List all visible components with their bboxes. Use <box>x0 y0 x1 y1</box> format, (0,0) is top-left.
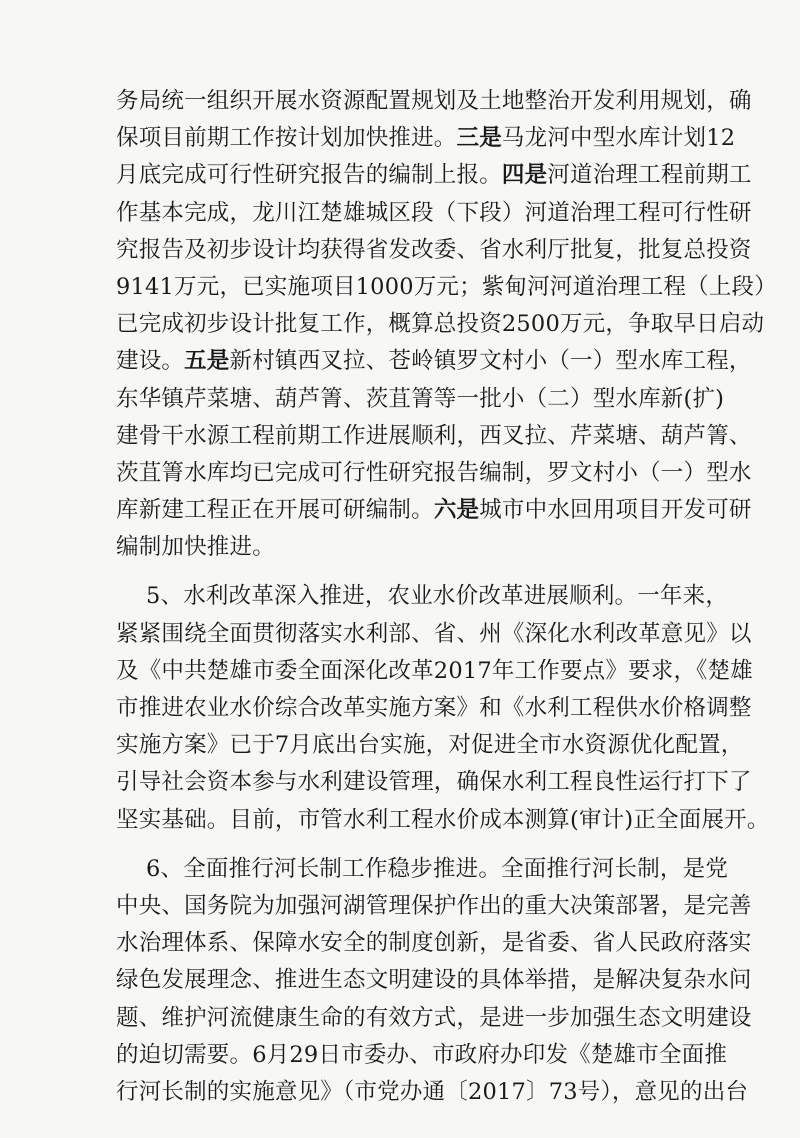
text-line: 9141万元，已实施项目1000万元；紫甸河河道治理工程（上段） <box>116 273 777 300</box>
paragraph-gap <box>116 839 688 851</box>
text-line: 库新建工程正在开展可研编制。六是城市中水回用项目开发可研 <box>116 497 752 524</box>
text-line: 题、维护河流健康生命的有效方式，是进一步加强生态文明建设 <box>116 1004 752 1031</box>
text-line: 市推进农业水价综合改革实施方案》和《水利工程供水价格调整 <box>116 695 752 721</box>
text-line: 坚实基础。目前，市管水利工程水价成本测算(审计)正全面展开。 <box>116 806 770 833</box>
paragraph-gap <box>116 566 688 578</box>
emphasis-marker: 六是 <box>433 497 480 524</box>
emphasis-marker: 三是 <box>456 125 502 152</box>
paragraph-5 <box>116 578 770 838</box>
text-line: 5、水利改革深入推进，农业水价改革进展顺利。一年来， <box>146 583 729 610</box>
text-line: 绿色发展理念、推进生态文明建设的具体举措，是解决复杂水问 <box>116 967 752 994</box>
text-line: 紧紧围绕全面贯彻落实水利部、省、州《深化水利改革意见》以 <box>116 620 752 647</box>
text-line: 水治理体系、保障水安全的制度创新，是省委、省人民政府落实 <box>116 930 752 957</box>
emphasis-marker: 四是 <box>501 162 548 189</box>
text-line: 行河长制的实施意见》（市党办通〔2017〕73号），意见的出台 <box>116 1078 749 1105</box>
text-line: 建骨干水源工程前期工作进展顺利，西叉拉、芹菜塘、葫芦箐、 <box>116 422 752 449</box>
paragraph-6 <box>116 851 752 1111</box>
text-line: 保项目前期工作按计划加快推进。三是马龙河中型水库计划12 <box>116 125 736 152</box>
text-line: 引导社会资本参与水利建设管理，确保水利工程良性运行打下了 <box>116 769 752 796</box>
text-line: 及《中共楚雄市委全面深化改革2017年工作要点》要求，《楚雄 <box>116 657 754 684</box>
text-line: 月底完成可行性研究报告的编制上报。四是河道治理工程前期工 <box>116 162 752 189</box>
text-line: 已完成初步设计批复工作，概算总投资2500万元，争取早日启动 <box>116 311 765 338</box>
text-line: 6、全面推行河长制工作稳步推进。全面推行河长制，是党 <box>146 855 729 882</box>
text-line: 建设。五是新村镇西叉拉、苍岭镇罗文村小（一）型水库工程， <box>116 348 752 375</box>
paragraph-block-1 <box>116 83 777 566</box>
text-line: 究报告及初步设计均获得省发改委、省水利厅批复，批复总投资 <box>116 236 752 263</box>
text-line: 编制加快推进。 <box>116 534 275 561</box>
text-line: 东华镇芹菜塘、葫芦箐、茨苴箐等一批小（二）型水库新(扩) <box>116 385 725 412</box>
text-line: 实施方案》已于7月底出台实施，对促进全市水资源优化配置， <box>116 732 744 759</box>
text-line: 茨苴箐水库均已完成可行性研究报告编制，罗文村小（一）型水 <box>116 459 752 486</box>
text-line: 作基本完成，龙川江楚雄城区段（下段）河道治理工程可行性研 <box>116 199 752 226</box>
document-body <box>116 83 777 1111</box>
emphasis-marker: 五是 <box>184 348 230 375</box>
text-line: 中央、国务院为加强河湖管理保护作出的重大决策部署，是完善 <box>116 892 752 919</box>
text-line: 的迫切需要。6月29日市委办、市政府办印发《楚雄市全面推 <box>116 1041 728 1068</box>
text-line: 务局统一组织开展水资源配置规划及土地整治开发利用规划，确 <box>116 88 752 114</box>
